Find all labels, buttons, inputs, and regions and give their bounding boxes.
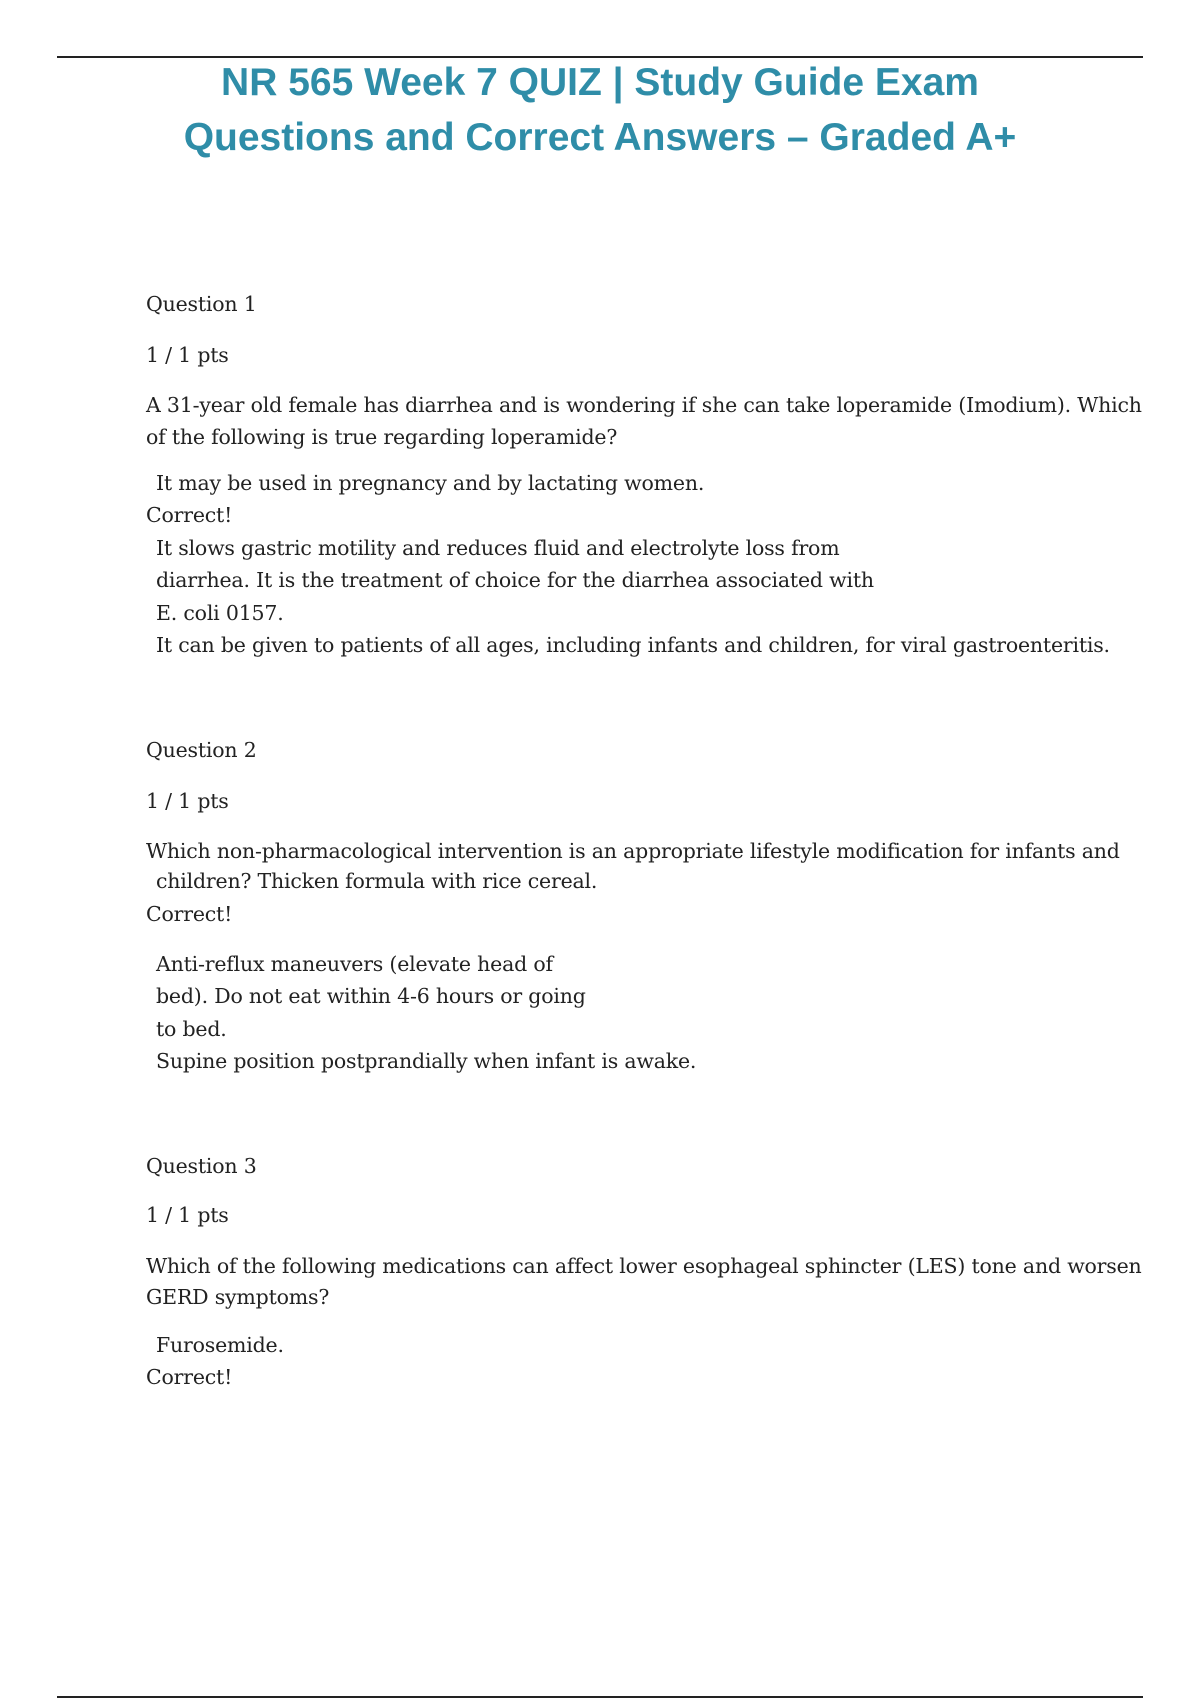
answer-option: It may be used in pregnancy and by lactating women. xyxy=(156,471,705,495)
answer-option: diarrhea. It is the treatment of choice for the diarrhea associated with xyxy=(156,568,874,592)
answer-option: Anti-reflux maneuvers (elevate head of xyxy=(156,952,553,976)
correct-marker: Correct! xyxy=(146,1365,233,1389)
answer-option: bed). Do not eat within 4-6 hours or going xyxy=(156,984,586,1008)
answer-option: It can be given to patients of all ages, including infants and children, for viral gastroenteritis. xyxy=(156,633,1110,657)
question-heading: Question 3 xyxy=(146,1154,257,1178)
answer-option: E. coli 0157. xyxy=(156,601,284,625)
title-line-2: Questions and Correct Answers – Graded A+ xyxy=(183,116,1017,159)
correct-marker: Correct! xyxy=(146,503,233,527)
question-prompt: A 31-year old female has diarrhea and is wondering if she can take loperamide (Imodium). Which xyxy=(146,393,1142,417)
question-points: 1 / 1 pts xyxy=(146,1203,229,1227)
question-prompt: Which of the following medications can affect lower esophageal sphincter (LES) tone and worsen xyxy=(146,1254,1142,1278)
question-prompt: Which non-pharmacological intervention is an appropriate lifestyle modification for infants and xyxy=(146,839,1120,863)
answer-option: Supine position postprandially when infant is awake. xyxy=(156,1049,697,1073)
bottom-rule xyxy=(57,1696,1143,1698)
question-prompt: children? Thicken formula with rice cereal. xyxy=(156,869,598,893)
document-title xyxy=(57,55,1143,165)
question-prompt: of the following is true regarding loperamide? xyxy=(146,425,618,449)
title-line-1: NR 565 Week 7 QUIZ | Study Guide Exam xyxy=(221,61,979,104)
question-heading: Question 1 xyxy=(146,292,257,316)
answer-option: It slows gastric motility and reduces fluid and electrolyte loss from xyxy=(156,536,840,560)
correct-marker: Correct! xyxy=(146,902,233,926)
question-points: 1 / 1 pts xyxy=(146,789,229,813)
question-points: 1 / 1 pts xyxy=(146,343,229,367)
question-heading: Question 2 xyxy=(146,738,257,762)
question-prompt: GERD symptoms? xyxy=(146,1285,330,1309)
answer-option: to bed. xyxy=(156,1017,227,1041)
answer-option: Furosemide. xyxy=(156,1333,284,1357)
